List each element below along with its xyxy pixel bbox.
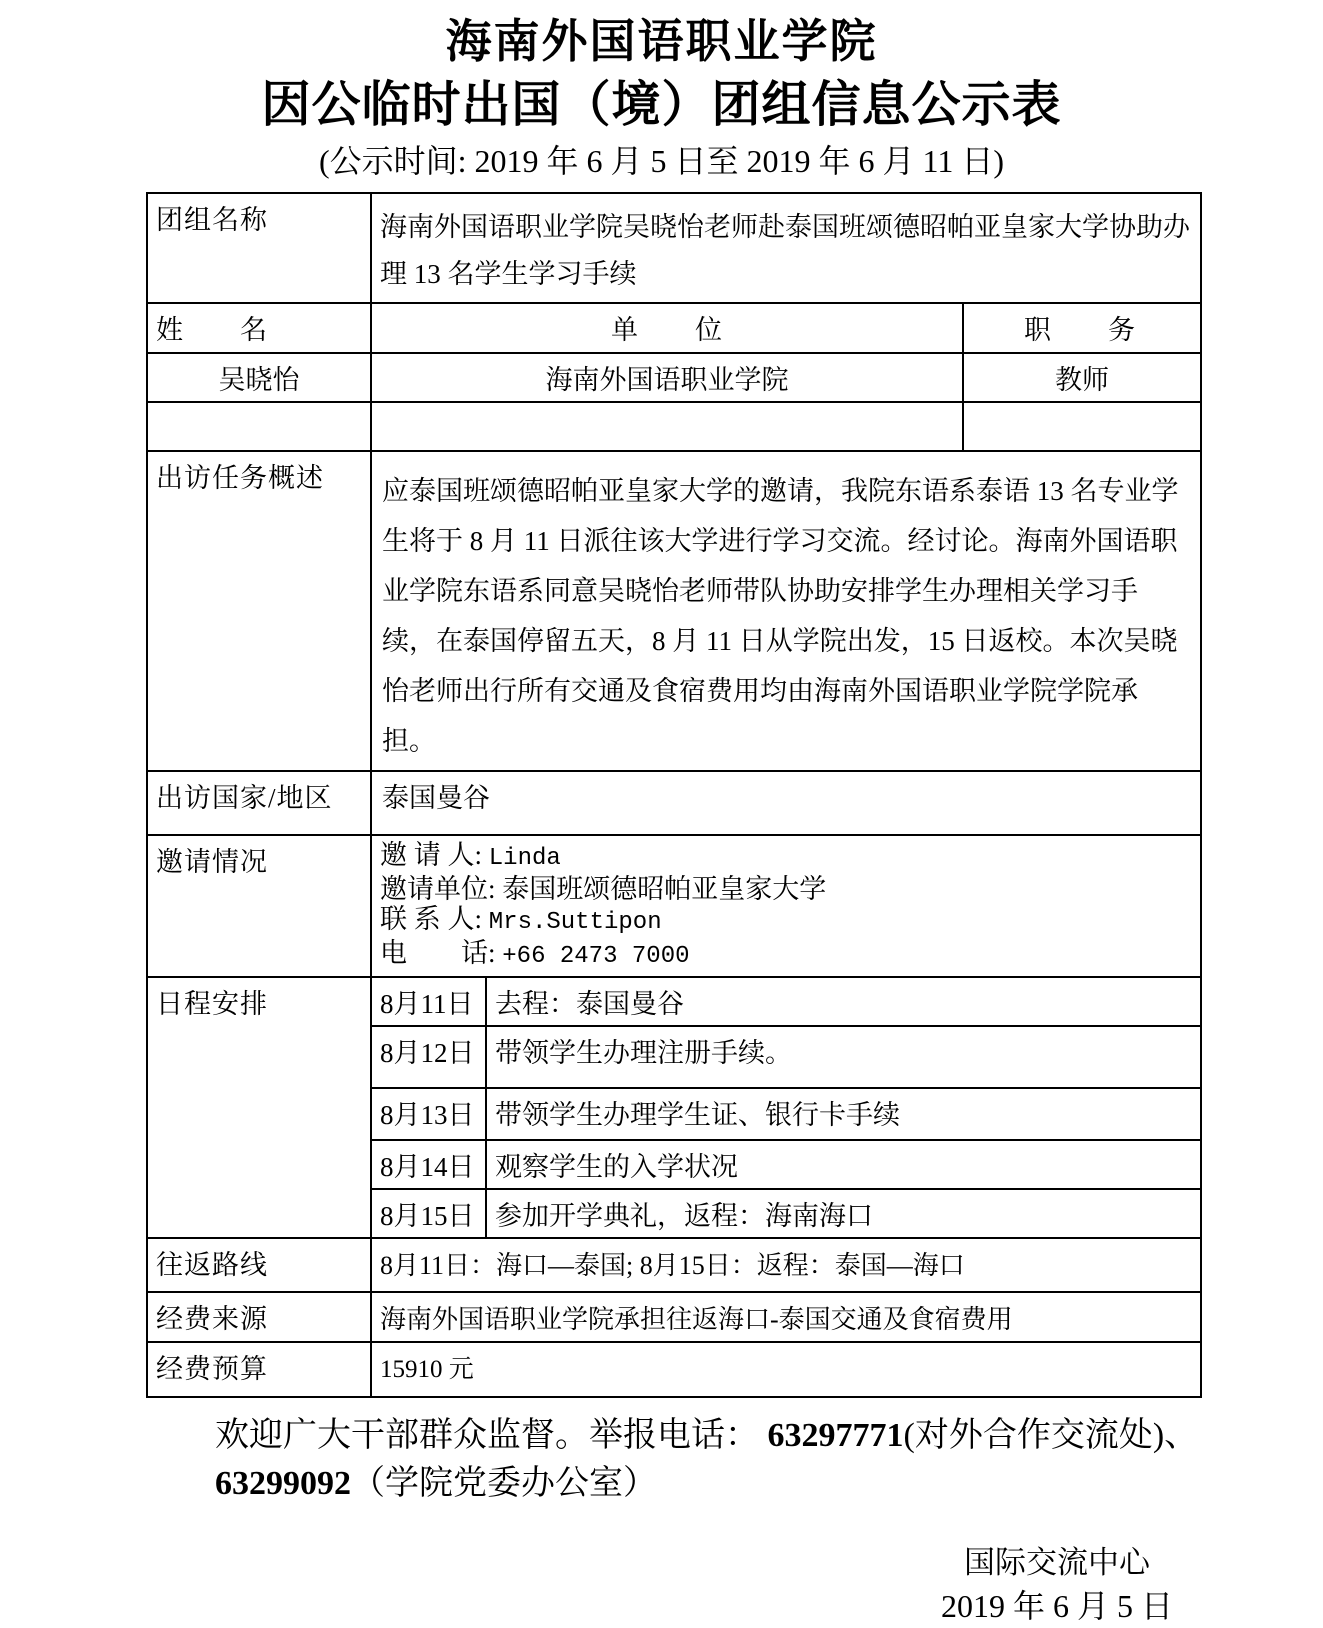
route-value: 8月11日：海口—泰国; 8月15日：返程：泰国—海口	[380, 1251, 965, 1280]
member-unit-empty	[371, 402, 963, 451]
schedule-activity-5: 参加开学典礼，返程：海南海口	[486, 1189, 1201, 1238]
table-row-mission	[147, 451, 1201, 771]
invitation-line-unit	[380, 874, 1192, 904]
disclosure-table	[146, 192, 1202, 1398]
member-header-name: 姓 名	[147, 303, 371, 353]
schedule-date-1: 8月11日	[371, 977, 486, 1026]
member-title: 教师	[963, 353, 1201, 402]
funding-source-label: 经费来源	[147, 1292, 371, 1342]
route-value-cell	[371, 1238, 1201, 1292]
table-row-invitation	[147, 835, 1201, 977]
supervision-text: 欢迎广大干部群众监督。举报电话：	[215, 1417, 768, 1454]
mission-value	[371, 451, 1201, 771]
budget-value: 15910 元	[380, 1356, 474, 1383]
contact-value: Mrs.Suttipon	[488, 909, 662, 936]
member-title-empty	[963, 402, 1201, 451]
schedule-activity-2: 带领学生办理注册手续。	[486, 1026, 1201, 1088]
mission-label: 出访任务概述	[147, 451, 371, 771]
member-unit: 海南外国语职业学院	[371, 353, 963, 402]
inviter-value: Linda	[488, 845, 561, 872]
phone-value: +66 2473 7000	[502, 943, 690, 970]
invitation-line-contact	[380, 904, 1192, 938]
schedule-activity-3: 带领学生办理学生证、银行卡手续	[486, 1088, 1201, 1140]
page-title-line2: 因公临时出国（境）团组信息公示表	[261, 77, 1062, 132]
phone-key: 电 话:	[380, 938, 496, 968]
signature-date: 2019 年 6 月 5 日	[940, 1588, 1173, 1624]
table-row-route	[147, 1238, 1201, 1292]
table-row-destination	[147, 771, 1201, 835]
inviting-unit-key: 邀请单位:	[380, 874, 496, 904]
report-phone-2: 63299092	[215, 1465, 351, 1502]
schedule-activity-4: 观察学生的入学状况	[486, 1140, 1201, 1189]
table-row-member-header	[147, 303, 1201, 353]
report-phone-1-dept: (对外合作交流处)、	[903, 1417, 1199, 1454]
schedule-date-2: 8月12日	[371, 1026, 486, 1088]
destination-label: 出访国家/地区	[147, 771, 371, 835]
schedule-date-3: 8月13日	[371, 1088, 486, 1140]
signature-inner	[941, 1542, 1173, 1628]
page-title-line1: 海南外国语职业学院	[445, 16, 878, 67]
invitation-line-phone	[380, 938, 1192, 972]
member-header-title: 职 务	[963, 303, 1201, 353]
invitation-value	[371, 835, 1201, 977]
mission-text: 应泰国班颂德昭帕亚皇家大学的邀请，我院东语系泰语 13 名专业学生将于 8 月 11 日派往该大学进行学习交流。经讨论。海南外国语职业学院东语系同意吴晓怡老师带队协助安排学生办理相关学习手续，在泰国停留五天，8 月 11 日从学院出发，15 日返校。本次吴晓怡老师出行所有交通及食宿费用均由海南外国语职业学院学院承担。	[382, 476, 1179, 756]
group-name-text: 海南外国语职业学院吴晓怡老师赴泰国班颂德昭帕亚皇家大学协助办理 13 名学生学习手续	[380, 212, 1190, 289]
destination-text: 泰国曼谷	[382, 783, 490, 813]
funding-source-value: 海南外国语职业学院承担往返海口-泰国交通及食宿费用	[380, 1305, 1013, 1334]
table-row-member-1	[147, 353, 1201, 402]
schedule-date-4: 8月14日	[371, 1140, 486, 1189]
group-name-label: 团组名称	[147, 193, 371, 303]
table-row-budget	[147, 1342, 1201, 1397]
table-row-member-2	[147, 402, 1201, 451]
inviting-unit-value: 泰国班颂德昭帕亚皇家大学	[502, 874, 827, 904]
schedule-label: 日程安排	[147, 977, 371, 1238]
budget-label: 经费预算	[147, 1342, 371, 1397]
inviter-key: 邀 请 人:	[380, 840, 483, 870]
publicity-period: (公示时间: 2019 年 6 月 5 日至 2019 年 6 月 11 日)	[318, 143, 1005, 179]
signature-block	[0, 1542, 1323, 1628]
table-row-group-name	[147, 193, 1201, 303]
schedule-activity-1: 去程：泰国曼谷	[486, 977, 1201, 1026]
destination-value	[371, 771, 1201, 835]
funding-source-cell	[371, 1292, 1201, 1342]
member-header-unit: 单 位	[371, 303, 963, 353]
signature-department: 国际交流中心	[963, 1545, 1150, 1580]
member-name-empty	[147, 402, 371, 451]
invitation-label: 邀请情况	[147, 835, 371, 977]
table-row-schedule-1	[147, 977, 1201, 1026]
group-name-value	[371, 193, 1201, 303]
report-phone-2-dept: （学院党委办公室）	[351, 1465, 657, 1502]
member-name: 吴晓怡	[147, 353, 371, 402]
schedule-date-5: 8月15日	[371, 1189, 486, 1238]
report-phone-1: 63297771	[767, 1417, 904, 1454]
invitation-line-inviter	[380, 840, 1192, 874]
contact-key: 联 系 人:	[380, 904, 483, 934]
budget-cell	[371, 1342, 1201, 1397]
title-block	[0, 0, 1323, 182]
table-row-funding-source	[147, 1292, 1201, 1342]
route-label: 往返路线	[147, 1238, 371, 1292]
